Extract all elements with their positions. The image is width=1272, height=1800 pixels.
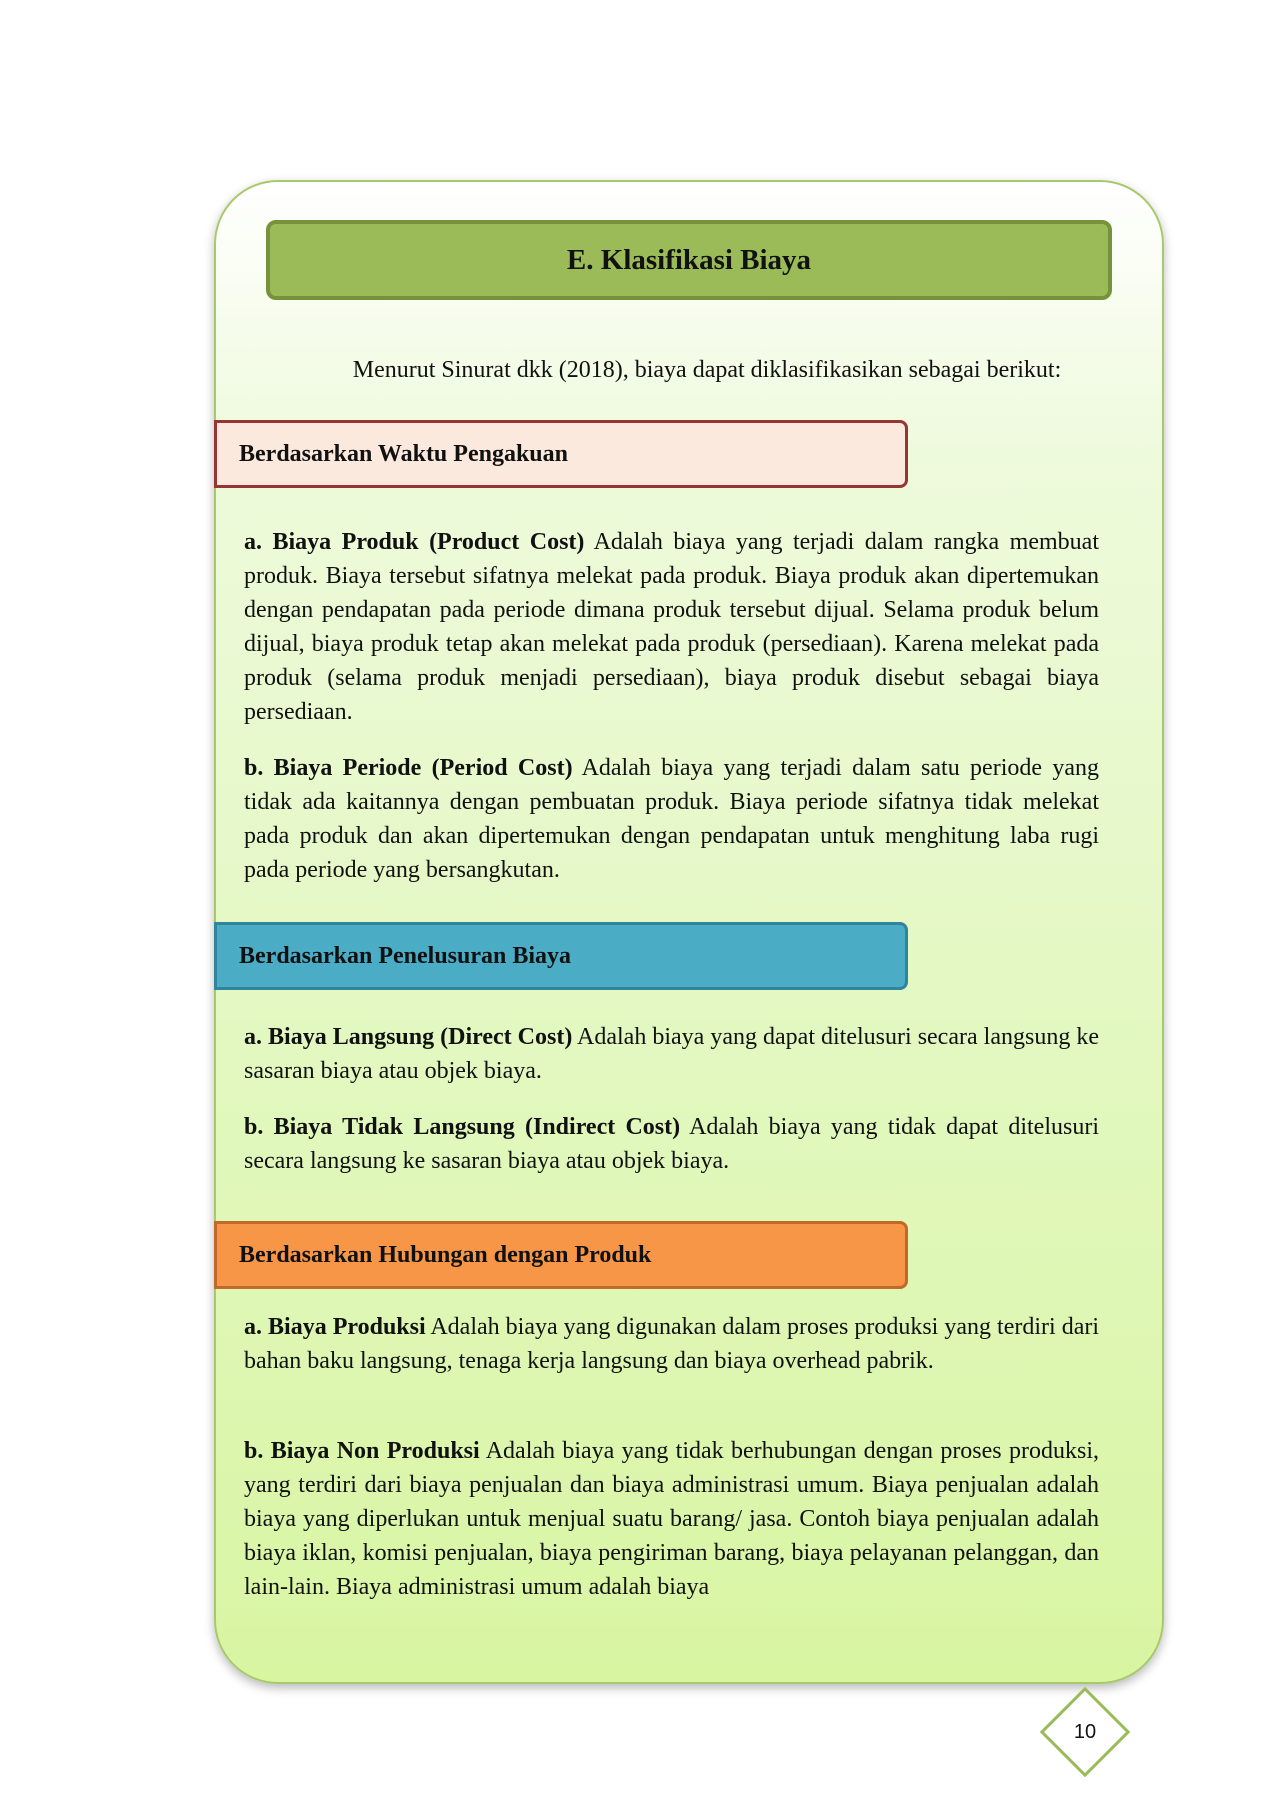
paragraph-biaya-tidak-langsung [244, 1110, 1099, 1178]
paragraph-biaya-langsung [244, 1020, 1099, 1088]
definition: Adalah biaya yang terjadi dalam satu periode yang tidak ada kaitannya dengan pembuatan produk. Biaya periode sifatnya tidak melekat pada produk dan akan dipertemukan dengan pendapatan untuk menghitung laba rugi pada periode yang bersangkutan. [244, 755, 1099, 883]
definition: Adalah biaya yang digunakan dalam proses produksi yang terdiri dari bahan baku langsung, tenaga kerja langsung dan biaya overhead pabrik. [244, 1314, 1099, 1374]
section-title [266, 220, 1112, 300]
definition: Adalah biaya yang tidak berhubungan dengan proses produksi, yang terdiri dari biaya penjualan dan biaya administrasi umum. Biaya penjualan adalah biaya yang diperlukan untuk menjual suatu barang/ jasa. Contoh biaya penjualan adalah biaya iklan, komisi penjualan, biaya pengiriman barang, biaya pelayanan pelanggan, dan lain-lain. Biaya administrasi umum adalah biaya [244, 1438, 1099, 1600]
paragraph-biaya-produksi [244, 1310, 1099, 1378]
section-title-text: E. Klasifikasi Biaya [566, 243, 812, 276]
definition: Adalah biaya yang tidak dapat ditelusuri secara langsung ke sasaran biaya atau objek biaya. [244, 1114, 1099, 1174]
intro-text: Menurut Sinurat dkk (2018), biaya dapat diklasifikasikan sebagai berikut: [352, 357, 1062, 383]
category-heading-hubungan-produk: Berdasarkan Hubungan dengan Produk [214, 1221, 908, 1289]
term: b. Biaya Tidak Langsung (Indirect Cost) [244, 1114, 681, 1140]
paragraph-biaya-produk [244, 525, 1099, 729]
category-heading-penelusuran-biaya: Berdasarkan Penelusuran Biaya [214, 922, 908, 990]
paragraph-biaya-periode [244, 751, 1099, 887]
term: a. Biaya Produksi [244, 1314, 426, 1340]
category-heading-waktu-pengakuan: Berdasarkan Waktu Pengakuan [214, 420, 908, 488]
term: b. Biaya Periode (Period Cost) [244, 755, 573, 781]
term: b. Biaya Non Produksi [244, 1438, 480, 1464]
term: a. Biaya Produk (Product Cost) [244, 529, 585, 555]
definition: Adalah biaya yang dapat ditelusuri secara langsung ke sasaran biaya atau objek biaya. [244, 1024, 1099, 1084]
definition: Adalah biaya yang terjadi dalam rangka membuat produk. Biaya tersebut sifatnya melekat pada produk. Biaya produk akan dipertemukan dengan pendapatan pada periode dimana produk tersebut dijual. Selama produk belum dijual, biaya produk tetap akan melekat pada produk (persediaan). Karena melekat pada produk (selama produk menjadi persediaan), biaya produk disebut sebagai biaya persediaan. [244, 529, 1099, 725]
page-number: 10 [1073, 1720, 1097, 1743]
term: a. Biaya Langsung (Direct Cost) [244, 1024, 573, 1050]
paragraph-biaya-non-produksi [244, 1434, 1099, 1604]
